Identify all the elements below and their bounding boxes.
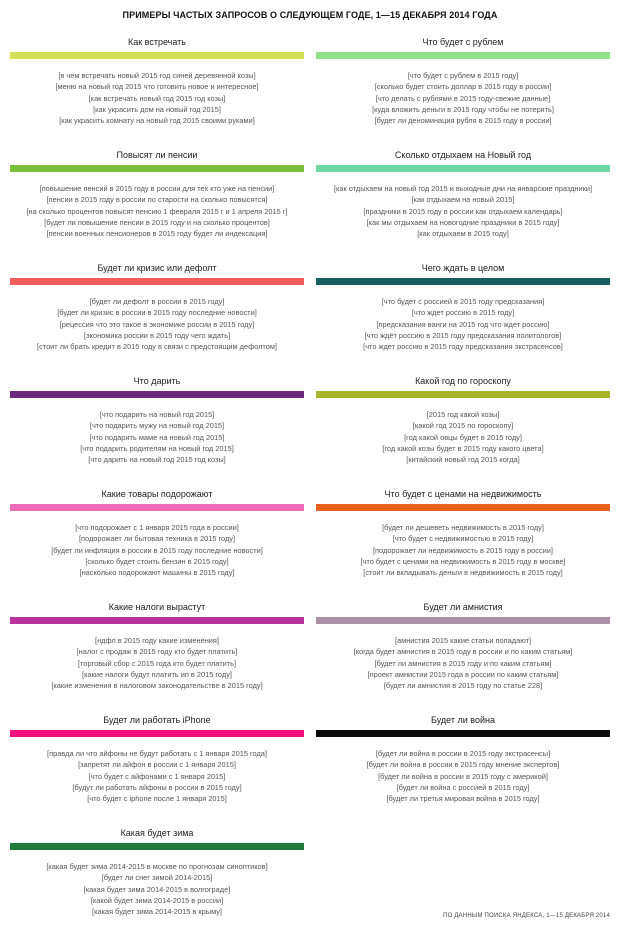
section-10 [316,486,610,599]
section-title: Что будет с ценами на недвижимость [384,489,542,499]
query-item: [2015 год какой козы] [426,410,500,419]
query-item: [будет ли повышение пенсии в 2015 году и на сколько процентов] [44,217,270,227]
source-note: ПО ДАННЫМ ПОИСКА ЯНДЕКСА, 1—15 ДЕКАБРЯ 2014 [443,913,610,919]
query-item: [проект амнистии 2015 года в россии по каким статьям] [367,669,559,679]
query-list [10,70,304,126]
query-item: [стоит ли вкладывать деньги в недвижимость в 2015 году] [363,568,563,578]
query-item: [какой будет зима 2014-2015 в россии] [90,895,224,905]
query-list [10,522,304,578]
query-item: [будет ли амнистия в 2015 году по статье 228] [383,681,543,691]
query-item: [сколько будет стоить бензин в 2015 году] [85,556,229,566]
query-item: [насколько подорожают машины в 2015 году] [79,568,235,578]
section-4 [316,147,610,260]
section-9 [10,486,304,599]
section-3 [10,147,304,260]
query-item: [что будет с недвижимостью в 2015 году] [392,534,534,544]
section-2 [316,34,610,147]
section-title: Какой год по гороскопу [415,376,511,386]
query-item: [как украсить комнату на новый год 2015 своими руками] [59,116,255,126]
query-item: [повышение пенсий в 2015 году в россии для тех кто уже на пенсии] [39,184,275,193]
section-15 [10,825,304,938]
query-item: [как отдыхаем на новый год 2015 и выходные дни на январские праздники] [333,184,593,193]
query-item: [как украсить дом на новый год 2015] [93,104,221,114]
query-item: [когда будет амнистия в 2015 году в россии и по каким статьям] [353,647,573,657]
query-item: [как встречать новый год 2015 год козы] [88,93,226,103]
query-item: [год какой козы будет в 2015 году какого цвета] [382,443,544,453]
query-item: [будет ли дешеветь недвижимость в 2015 году] [382,523,544,532]
query-list [316,748,610,804]
section-14 [316,712,610,825]
query-item: [будет ли инфляция в россии в 2015 году последние новости] [51,545,263,555]
query-item: [китайский новый год 2015 когда] [406,455,520,465]
query-item: [в чем встречать новый 2015 год синей деревянной козы] [58,71,256,80]
query-item: [что подарить родителям на новый год 2015] [80,443,234,453]
query-item: [что подарить маме на новый год 2015] [89,432,225,442]
section-title: Что будет с рублем [422,37,504,47]
section-color-bar [10,504,304,511]
section-6 [316,260,610,373]
query-item: [какая будет зима 2014-2015 в волгограде] [83,884,231,894]
query-item: [запретят ли айфон в россии с 1 января 2015] [78,760,236,770]
query-item: [меню на новый год 2015 что готовить новое и интересное] [55,82,259,92]
section-color-bar [10,165,304,172]
query-item: [будет ли война с россией в 2015 году] [396,782,530,792]
section-8 [316,373,610,486]
section-11 [10,599,304,712]
query-item: [на сколько процентов повысят пенсию 1 февраля 2015 г и 1 апреля 2015 г] [26,206,288,216]
section-title: Чего ждать в целом [421,263,505,273]
query-list [316,183,610,239]
query-item: [что будет с ценами на недвижимость в 2015 году в москве] [360,556,566,566]
section-color-bar [10,730,304,737]
section-title: Будет ли работать iPhone [103,715,211,725]
query-item: [будет ли война в россии в 2015 году экстрасенсы] [375,749,551,758]
section-12 [316,599,610,712]
query-item: [что дарить на новый год 2015 год козы] [88,455,226,465]
query-list [316,635,610,691]
query-item: [что будет с рублем в 2015 году] [407,71,519,80]
section-title: Какие товары подорожают [101,489,213,499]
query-item: [что подорожает с 1 января 2015 года в россии] [75,523,239,532]
query-list [10,861,304,917]
section-color-bar [10,52,304,59]
section-color-bar [316,504,610,511]
query-item: [налог с продаж в 2015 году кто будет платить] [76,647,238,657]
query-item: [что ждет россию в 2015 году] [411,308,515,318]
section-color-bar [10,617,304,624]
query-list [10,409,304,465]
query-item: [что будет с россией в 2015 году предсказания] [381,297,545,306]
query-item: [подорожает ли бытовая техника в 2015 году] [78,534,236,544]
section-color-bar [316,391,610,398]
query-item: [будет ли деноминация рубля в 2015 году в россии] [374,116,552,126]
query-item: [какая будет зима 2014-2015 в крыму] [92,907,222,917]
query-item: [какая будет зима 2014-2015 в москве по прогнозам синоптиков] [46,862,268,871]
query-item: [пенсии в 2015 году в россии по старости на сколько повысятся] [46,195,268,205]
section-title: Как встречать [127,37,186,47]
query-list [10,296,304,352]
section-color-bar [316,617,610,624]
section-color-bar [316,730,610,737]
query-item: [будет ли война в россии в 2015 году мнение экспертов] [366,760,560,770]
query-item: [экономика россии в 2015 году чего ждать] [83,330,231,340]
query-item: [что ждёт россию в 2015 году предсказания политологов] [364,330,562,340]
section-color-bar [10,843,304,850]
query-item: [предсказания ванги на 2015 год что ждет россию] [376,319,550,329]
query-list [316,409,610,465]
query-list [316,522,610,578]
section-title: Повысят ли пенсии [116,150,198,160]
section-1 [10,34,304,147]
query-item: [будет ли дефолт в россии в 2015 году] [89,297,225,306]
query-item: [что ждет россию в 2015 году предсказания экстрасенсов] [363,342,563,352]
section-color-bar [316,278,610,285]
query-item: [ндфл в 2015 году какие изменения] [95,636,219,645]
query-item: [что подарить на новый год 2015] [99,410,215,419]
section-title: Будет ли амнистия [423,602,503,612]
query-item: [что будет с iphone после 1 января 2015] [87,794,227,804]
section-7 [10,373,304,486]
query-item: [год какой овцы будет в 2015 году] [404,432,522,442]
section-color-bar [316,165,610,172]
section-5 [10,260,304,373]
query-list [316,296,610,352]
query-item: [сколько будет стоить доллар в 2015 году в россии] [374,82,552,92]
query-item: [стоит ли брать кредит в 2015 году в связи с предстоящим дефолтом] [37,342,277,352]
query-item: [будет ли снег зимой 2014-2015] [101,873,213,883]
query-item: [праздники в 2015 году в россии как отдыхаем календарь] [363,206,563,216]
section-title: Сколько отдыхаем на Новый год [394,150,532,160]
page-title: ПРИМЕРЫ ЧАСТЫХ ЗАПРОСОВ О СЛЕДУЮЩЕМ ГОДЕ, 1—15 ДЕКАБРЯ 2014 ГОДА [122,10,498,20]
query-item: [какой год 2015 по гороскопу] [412,421,514,431]
query-item: [какие изменения в налоговом законодательстве в 2015 году] [51,681,263,691]
query-list [316,70,610,126]
query-item: [рецессия что это такое в экономике россии в 2015 году] [59,319,255,329]
query-item: [правда ли что айфоны не будут работать с 1 января 2015 года] [47,749,267,758]
query-list [10,635,304,691]
query-item: [как отдыхаем на новый 2015] [411,195,515,205]
query-list [10,748,304,804]
query-item: [торговый сбор с 2015 года кто будет платить] [77,658,237,668]
query-item: [подорожает ли недвижимость в 2015 году в россии] [373,545,553,555]
query-item: [будет ли амнистия в 2015 году и по каким статьям] [374,658,552,668]
section-color-bar [10,391,304,398]
section-title: Какая будет зима [120,828,194,838]
query-item: [амнистия 2015 какие статьи попадают] [394,636,532,645]
query-item: [пенсии военных пенсионеров в 2015 году будет ли индексация] [46,229,268,239]
query-item: [какие налоги будут платить ип в 2015 году] [82,669,232,679]
section-title: Какие налоги вырастут [108,602,206,612]
query-item: [будет ли война в россии в 2015 году с америкой] [378,771,548,781]
query-item: [как отдыхаем в 2015 году] [417,229,509,239]
section-13 [10,712,304,825]
query-item: [что будет с айфонами с 1 января 2015] [88,771,226,781]
query-item: [будет ли третья мировая война в 2015 году] [386,794,540,804]
section-title: Будет ли кризис или дефолт [97,263,217,273]
section-title: Что дарить [133,376,181,386]
query-item: [что делать с рублями в 2015 году-свежие данные] [375,93,551,103]
query-item: [будет ли кризис в россии в 2015 году последние новости] [57,308,257,318]
section-color-bar [316,52,610,59]
section-color-bar [10,278,304,285]
query-item: [куда вложить деньги в 2015 году чтобы не потерять] [372,104,554,114]
query-item: [как мы отдыхаем на новогодние праздники в 2015 году] [366,217,560,227]
query-list [10,183,304,239]
sections-grid [10,34,610,938]
query-item: [будут ли работать айфоны в россии в 2015 году] [72,782,242,792]
section-title: Будет ли война [431,715,495,725]
query-item: [что подарить мужу на новый год 2015] [89,421,225,431]
